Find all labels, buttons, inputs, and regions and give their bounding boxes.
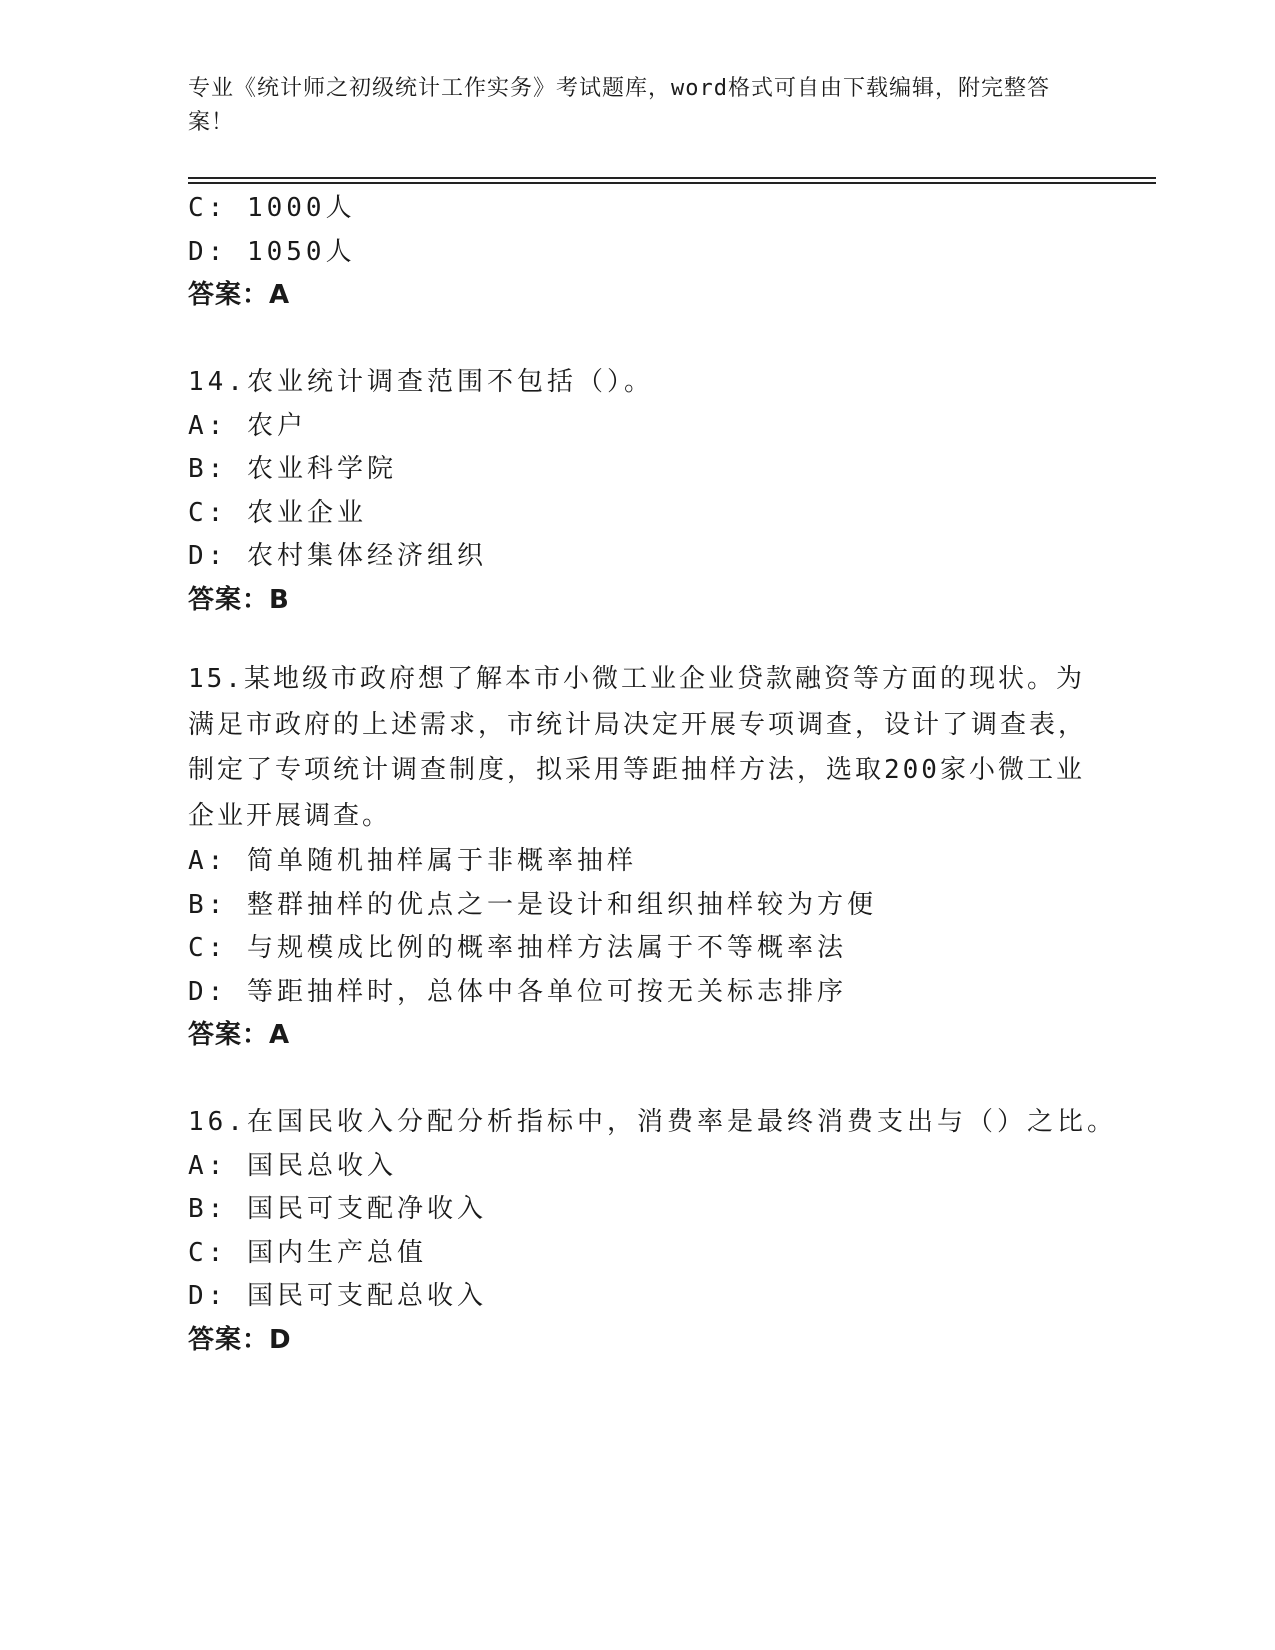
q16-option-c: C: 国内生产总值 [188, 1238, 427, 1268]
q16-answer: 答案：D [188, 1325, 292, 1355]
page-header-title: 专业《统计师之初级统计工作实务》考试题库，word格式可自由下载编辑，附完整答案！ [188, 76, 1050, 135]
q14-option-c: C: 农业企业 [188, 498, 367, 528]
q16-stem: 16.在国民收入分配分析指标中，消费率是最终消费支出与（）之比。 [188, 1107, 1117, 1137]
q15-option-d: D: 等距抽样时，总体中各单位可按无关标志排序 [188, 977, 847, 1007]
q14-option-d: D: 农村集体经济组织 [188, 541, 487, 571]
q16-option-d: D: 国民可支配总收入 [188, 1281, 487, 1311]
q15-answer: 答案：A [188, 1020, 291, 1050]
q14-option-b: B: 农业科学院 [188, 454, 397, 484]
q13-option-d: D: 1050人 [188, 237, 356, 267]
q15-stem: 15.某地级市政府想了解本市小微工业企业贷款融资等方面的现状。为满足市政府的上述需求，市统计局决定开展专项调查，设计了调查表，制定了专项统计调查制度，拟采用等距抽样方法，选取200家小微工业企业开展调查。 [188, 664, 1088, 831]
q16-option-a: A: 国民总收入 [188, 1151, 397, 1181]
q14-stem: 14.农业统计调查范围不包括（）。 [188, 367, 654, 397]
q15-option-b: B: 整群抽样的优点之一是设计和组织抽样较为方便 [188, 890, 877, 920]
q13-answer: 答案：A [188, 280, 291, 310]
q16-option-b: B: 国民可支配净收入 [188, 1194, 487, 1224]
header-divider-top [188, 177, 1156, 179]
header-divider-bottom [188, 182, 1156, 184]
q15-option-c: C: 与规模成比例的概率抽样方法属于不等概率法 [188, 933, 847, 963]
q14-option-a: A: 农户 [188, 411, 307, 441]
q13-option-c: C: 1000人 [188, 193, 356, 223]
q14-answer: 答案：B [188, 585, 290, 615]
q15-option-a: A: 简单随机抽样属于非概率抽样 [188, 846, 637, 876]
